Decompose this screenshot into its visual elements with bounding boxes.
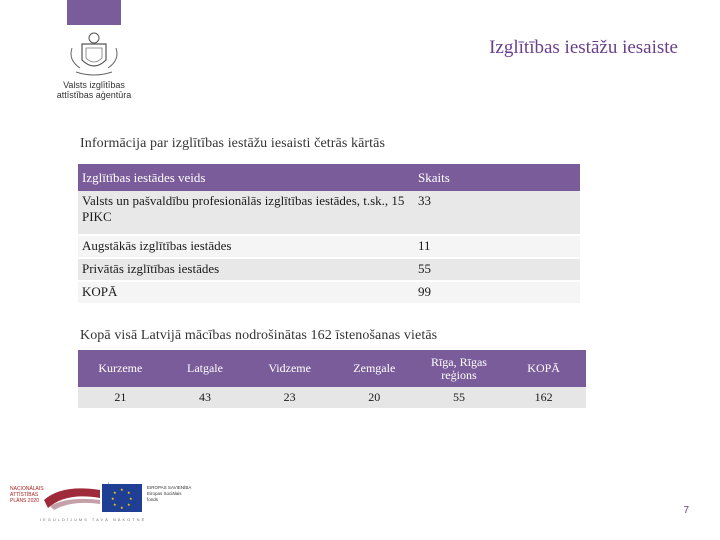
region-header: Zemgale	[332, 350, 417, 387]
national-plan-logo: NACIONĀLAIS ATTĪSTĪBAS PLĀNS 2020	[10, 486, 44, 504]
institution-count: 11	[414, 235, 580, 258]
regions-table	[78, 350, 586, 408]
eu-fund-label: EIROPAS SAVIENĪBA Eiropas Sociālais fonds	[147, 485, 192, 502]
institution-type: Valsts un pašvaldību profesionālās izglītības iestādes, t.sk., 15 PIKC	[78, 191, 414, 235]
institution-count: 33	[414, 191, 580, 235]
table-row	[78, 191, 580, 235]
locations-caption: Kopā visā Latvijā mācības nodrošinātas 162 īstenošanas vietās	[80, 328, 438, 343]
table-header-row	[78, 350, 586, 387]
eu-flag-icon: ★ ★ ★ ★ ★ ★ ★ ★	[102, 484, 142, 512]
institution-count: 99	[414, 281, 580, 304]
region-header: KOPĀ	[501, 350, 586, 387]
region-header: Latgale	[163, 350, 248, 387]
table-header-row	[78, 164, 580, 191]
coat-of-arms-icon	[66, 30, 122, 78]
slide-title: Izglītības iestāžu iesaiste	[489, 37, 678, 58]
column-header-count: Skaits	[414, 164, 580, 191]
table-row	[78, 235, 580, 258]
table-row	[78, 258, 580, 281]
latvia-flag-icon	[42, 480, 102, 510]
table-row	[78, 387, 586, 408]
top-accent-bar	[67, 0, 121, 25]
region-value: 43	[163, 387, 248, 408]
region-value: 20	[332, 387, 417, 408]
agency-logo	[52, 30, 136, 112]
region-value: 162	[501, 387, 586, 408]
table-row	[78, 281, 580, 304]
region-header: Vidzeme	[247, 350, 332, 387]
institution-type: Augstākās izglītības iestādes	[78, 235, 414, 258]
region-header: Rīga, Rīgas reģions	[417, 350, 502, 387]
column-header-type: Izglītības iestādes veids	[78, 164, 414, 191]
region-value: 21	[78, 387, 163, 408]
region-value: 55	[417, 387, 502, 408]
institution-count: 55	[414, 258, 580, 281]
region-value: 23	[247, 387, 332, 408]
region-header: Kurzeme	[78, 350, 163, 387]
agency-name: Valsts izglītības attīstības aģentūra	[56, 80, 132, 100]
institutions-table	[78, 164, 580, 305]
footer-logos	[10, 478, 210, 524]
institution-type: KOPĀ	[78, 281, 414, 304]
institutions-caption: Informācija par izglītības iestāžu iesaisti četrās kārtās	[80, 136, 386, 151]
footer-tagline: IEGULDĪJUMS TAVĀ NĀKOTNĒ	[40, 517, 147, 522]
page-number: 7	[683, 505, 689, 516]
institution-type: Privātās izglītības iestādes	[78, 258, 414, 281]
